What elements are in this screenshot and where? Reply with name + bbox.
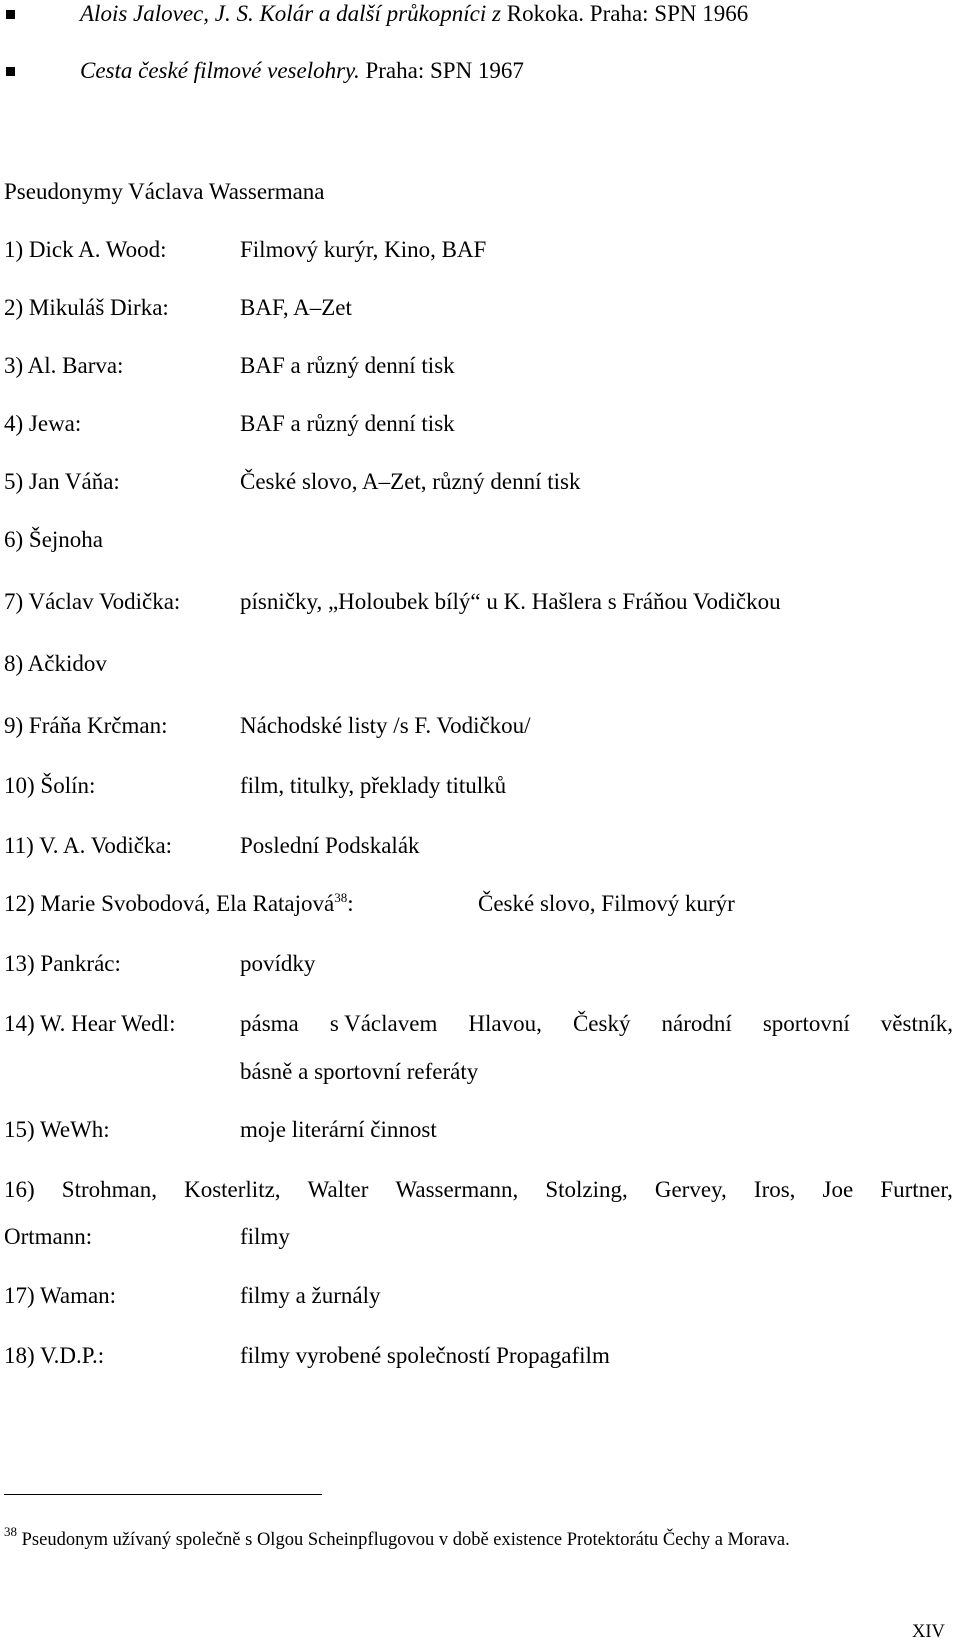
footnote-text: Pseudonym užívaný společně s Olgou Scheinpflugovou v době existence Protektorátu Čechy a Morava. <box>21 1530 790 1550</box>
bibliography-item <box>80 59 524 82</box>
desc-word: s Václavem <box>329 1011 438 1036</box>
desc-word: Hlavou, <box>468 1011 542 1036</box>
pseudonym-desc: povídky <box>240 951 316 976</box>
pseudonym-name-text: 12) Marie Svobodová, Ela Ratajová <box>4 891 335 916</box>
pseudonym-desc: České slovo, Filmový kurýr <box>478 891 735 916</box>
page-number: XIV <box>912 1622 945 1642</box>
pseudonym-desc <box>240 1012 953 1035</box>
pseudonym-name: 9) Fráňa Krčman: <box>4 713 168 738</box>
name-word: Walter <box>307 1177 369 1202</box>
name-word: Furtner, <box>880 1177 953 1202</box>
pseudonym-desc: filmy a žurnály <box>240 1283 381 1308</box>
pseudonym-desc: BAF a různý denní tisk <box>240 411 455 436</box>
pseudonym-desc: Náchodské listy /s F. Vodičkou/ <box>240 713 531 738</box>
bibliography-title: Cesta české filmové veselohry. <box>80 58 360 83</box>
desc-word: pásma <box>240 1011 299 1036</box>
pseudonym-name: 1) Dick A. Wood: <box>4 237 167 262</box>
section-heading: Pseudonymy Václava Wassermana <box>4 179 325 204</box>
footnote-number: 38 <box>4 1524 17 1539</box>
name-word: Strohman, <box>61 1177 157 1202</box>
pseudonym-name: 5) Jan Váňa: <box>4 469 120 494</box>
pseudonym-desc: filmy <box>240 1224 290 1249</box>
pseudonym-name: 11) V. A. Vodička: <box>4 833 173 858</box>
pseudonym-name: 10) Šolín: <box>4 773 96 798</box>
footnote <box>4 1524 790 1550</box>
pseudonym-desc: BAF, A–Zet <box>240 295 352 320</box>
pseudonym-desc: moje literární činnost <box>240 1117 437 1142</box>
pseudonym-name <box>4 1178 953 1201</box>
bullet-icon <box>6 10 15 19</box>
name-word: Joe <box>822 1177 854 1202</box>
desc-word: věstník, <box>880 1011 953 1036</box>
bullet-icon <box>6 67 15 76</box>
pseudonym-name: 14) W. Hear Wedl: <box>4 1011 176 1036</box>
bibliography-title: Alois Jalovec, J. S. Kolár a další průkopníci z <box>80 1 507 26</box>
bibliography-publisher: . Praha: SPN 1966 <box>578 1 749 26</box>
desc-word: národní <box>661 1011 732 1036</box>
pseudonym-desc: film, titulky, překlady titulků <box>240 773 507 798</box>
bibliography-item <box>80 2 748 25</box>
bibliography-publisher: Praha: SPN 1967 <box>359 58 524 83</box>
pseudonym-name-continuation: Ortmann: <box>4 1224 93 1249</box>
pseudonym-name: 15) WeWh: <box>4 1117 110 1142</box>
pseudonym-name: 18) V.D.P.: <box>4 1343 105 1368</box>
pseudonym-desc: Filmový kurýr, Kino, BAF <box>240 237 487 262</box>
pseudonym-name-suffix: : <box>347 891 354 916</box>
footnote-separator <box>4 1494 322 1495</box>
pseudonym-desc-continuation: básně a sportovní referáty <box>240 1059 479 1084</box>
name-word: Wassermann, <box>395 1177 519 1202</box>
pseudonym-name: 3) Al. Barva: <box>4 353 124 378</box>
pseudonym-name: 6) Šejnoha <box>4 527 104 552</box>
pseudonym-desc: BAF a různý denní tisk <box>240 353 455 378</box>
name-word: 16) <box>4 1177 35 1202</box>
name-word: Kosterlitz, <box>184 1177 281 1202</box>
name-word: Gervey, <box>654 1177 727 1202</box>
desc-word: sportovní <box>762 1011 850 1036</box>
pseudonym-name: 2) Mikuláš Dirka: <box>4 295 169 320</box>
pseudonym-desc: filmy vyrobené společností Propagafilm <box>240 1343 610 1368</box>
name-word: Iros, <box>753 1177 796 1202</box>
name-word: Stolzing, <box>545 1177 628 1202</box>
desc-word: Český <box>572 1011 631 1036</box>
pseudonym-desc: písničky, „Holoubek bílý“ u K. Hašlera s Fráňou Vodičkou <box>240 589 781 614</box>
pseudonym-name: 4) Jewa: <box>4 411 82 436</box>
footnote-ref[interactable]: 38 <box>334 890 348 905</box>
pseudonym-name <box>4 892 354 915</box>
bibliography-title-plain: Rokoka <box>506 1 579 26</box>
pseudonym-name: 7) Václav Vodička: <box>4 589 181 614</box>
pseudonym-name: 17) Waman: <box>4 1283 117 1308</box>
pseudonym-desc: České slovo, A–Zet, různý denní tisk <box>240 469 581 494</box>
pseudonym-name: 13) Pankrác: <box>4 951 121 976</box>
pseudonym-desc: Poslední Podskalák <box>240 833 420 858</box>
pseudonym-name: 8) Ačkidov <box>4 651 107 676</box>
